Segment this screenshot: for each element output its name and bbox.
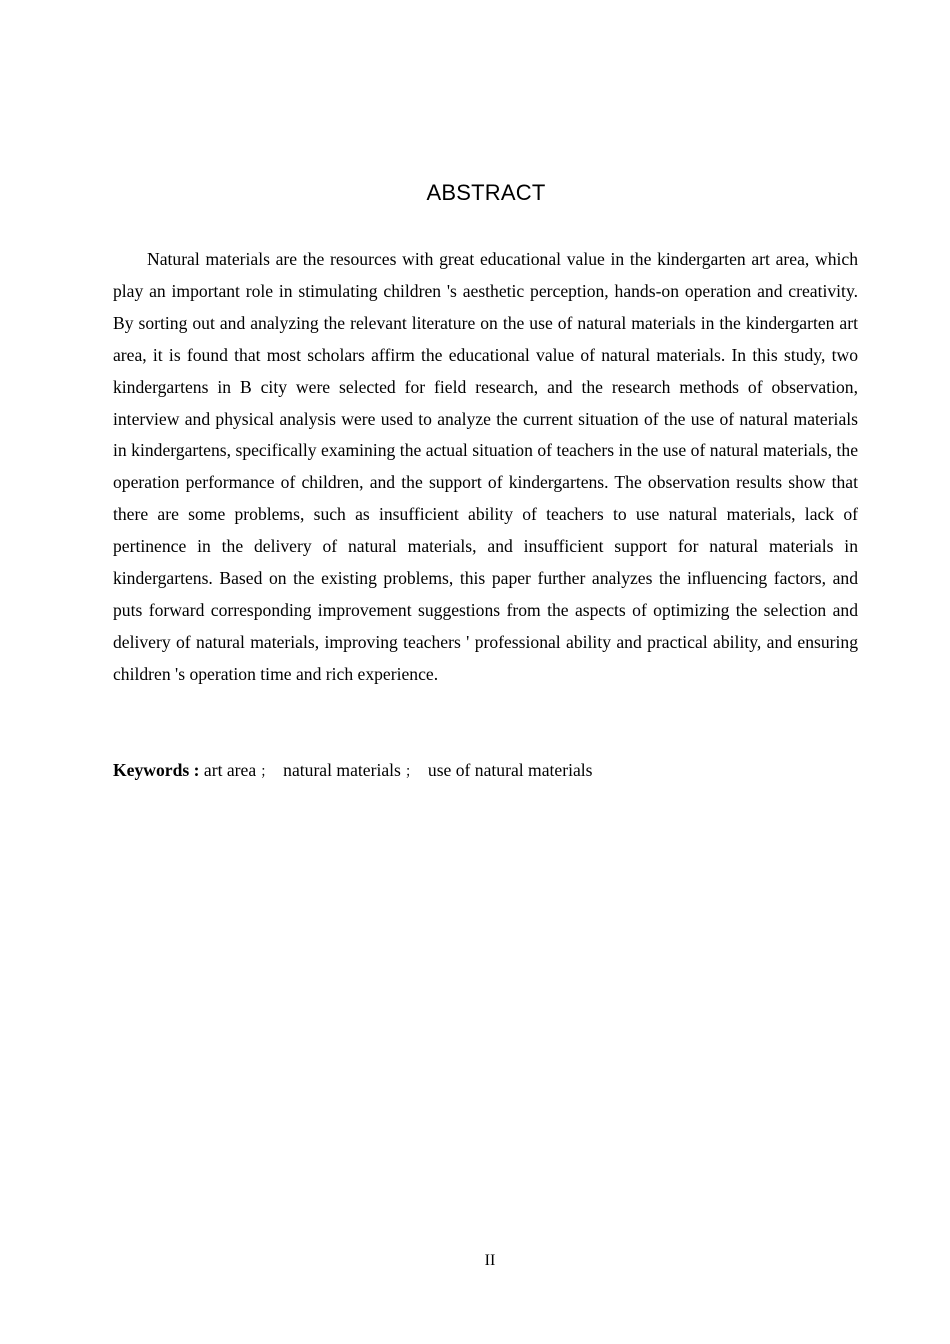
page-number: II bbox=[484, 1252, 496, 1269]
keyword-item: art area bbox=[203, 760, 257, 780]
keywords-line bbox=[113, 755, 858, 789]
keyword-item: natural materials bbox=[283, 760, 401, 780]
abstract-body-paragraph: Natural materials are the resources with great educational value in the kindergarten art area, which play an important role in stimulating children 's aesthetic perception, hands-on operation and creativity. By sorting out and analyzing the relevant literature on the use of natural materials in the kindergarten art area, it is found that most scholars affirm the educational value of natural materials. In this study, two kindergartens in B city were selected for field research, and the research methods of observation, interview and physical analysis were used to analyze the current situation of the use of natural materials in kindergartens, specifically examining the actual situation of teachers in the use of natural materials, the operation performance of children, and the support of kindergartens. The observation results show that there are some problems, such as insufficient ability of teachers to use natural materials, lack of pertinence in the delivery of natural materials, and insufficient support for natural materials in kindergartens. Based on the existing problems, this paper further analyzes the influencing factors, and puts forward corresponding improvement suggestions from the aspects of optimizing the selection and delivery of natural materials, improving teachers ' professional ability and practical ability, and ensuring children 's operation time and rich experience. bbox=[113, 249, 858, 684]
keyword-item: use of natural materials bbox=[427, 760, 593, 780]
keyword-separator: ； bbox=[260, 765, 275, 780]
keyword-separator: ； bbox=[404, 765, 419, 780]
abstract-title: ABSTRACT bbox=[426, 180, 546, 205]
keywords-label: Keywords : bbox=[113, 760, 200, 780]
